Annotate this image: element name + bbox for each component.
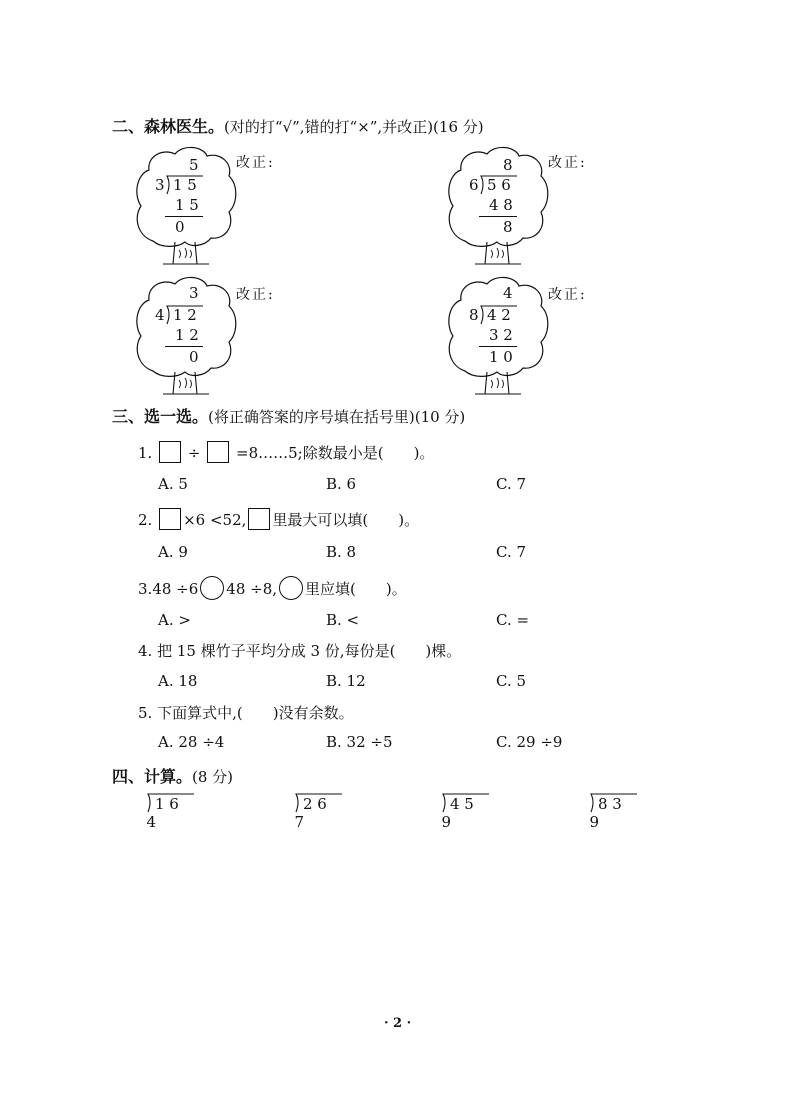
section2-heading	[112, 114, 484, 137]
quotient: 5	[189, 156, 199, 174]
question-number: 4.	[138, 642, 153, 660]
option-c[interactable]: C. =	[496, 611, 530, 629]
remainder: 0	[189, 348, 199, 366]
option-b[interactable]: B. 8	[326, 543, 357, 561]
divisor: 4	[146, 813, 157, 831]
option-c[interactable]: C. 5	[496, 672, 527, 690]
calc-problem-3	[432, 795, 474, 867]
quotient: 4	[503, 284, 513, 302]
option-b[interactable]: B. 6	[326, 475, 357, 493]
tree-problem-3	[133, 276, 243, 396]
section4-title: 四、计算。	[112, 767, 193, 786]
question-text: 里最大可以填( )。	[272, 511, 420, 529]
option-c[interactable]: C. 29 ÷9	[496, 733, 563, 751]
option-a[interactable]: A. 28 ÷4	[158, 733, 225, 751]
remainder: 0	[175, 218, 185, 236]
remainder: 1 0	[489, 348, 513, 366]
question-text: 下面算式中,( )没有余数。	[157, 704, 354, 722]
subtraction-line	[479, 346, 517, 347]
right-expression: 48 ÷8,	[226, 580, 278, 598]
question-2	[138, 508, 419, 530]
option-b[interactable]: B. 32 ÷5	[326, 733, 393, 751]
dividend: 4 5	[450, 795, 474, 813]
section2-title: 二、森林医生。	[112, 117, 225, 136]
question-number: 1.	[138, 444, 153, 462]
option-b[interactable]: B. <	[326, 611, 360, 629]
fix-label-2: 改正:	[548, 155, 587, 171]
section2-instruction: (对的打“√”,错的打“×”,并改正)(16 分)	[224, 118, 484, 136]
question-5	[138, 702, 354, 723]
quotient: 3	[189, 284, 199, 302]
left-expression: 48 ÷6	[152, 580, 199, 598]
dividend: 8 3	[598, 795, 622, 813]
fix-label-1: 改正:	[236, 155, 275, 171]
option-a[interactable]: A. 9	[158, 543, 188, 561]
answer-circle[interactable]	[200, 576, 224, 600]
calc-problem-1	[137, 795, 179, 867]
section3-instruction: (将正确答案的序号填在括号里)(10 分)	[208, 408, 466, 426]
divisor: 9	[589, 813, 600, 831]
question-1	[138, 441, 434, 463]
product: 1 5	[175, 196, 199, 214]
dividend: 5 6	[487, 176, 511, 194]
operator-text: ×6 <52,	[183, 511, 247, 529]
dividend: 4 2	[487, 306, 511, 324]
question-text: 把 15 棵竹子平均分成 3 份,每份是( )棵。	[157, 642, 462, 660]
dividend: 1 6	[155, 795, 179, 813]
product: 3 2	[489, 326, 513, 344]
product: 1 2	[175, 326, 199, 344]
option-a[interactable]: A. >	[158, 611, 191, 629]
divisor: 7	[294, 813, 305, 831]
question-number: 3.	[138, 580, 153, 598]
calc-problem-2	[285, 795, 327, 867]
section3-heading	[112, 404, 465, 427]
option-a[interactable]: A. 5	[158, 475, 188, 493]
product: 4 8	[489, 196, 513, 214]
answer-box[interactable]	[207, 441, 229, 463]
question-text: 里应填( )。	[305, 580, 407, 598]
subtraction-line	[479, 216, 517, 217]
dividend: 1 2	[173, 306, 197, 324]
divisor: 8	[469, 306, 479, 324]
tree-problem-2	[445, 146, 555, 266]
dividend: 2 6	[303, 795, 327, 813]
option-b[interactable]: B. 12	[326, 672, 366, 690]
question-number: 2.	[138, 511, 153, 529]
answer-box[interactable]	[159, 441, 181, 463]
question-text: =8……5;除数最小是( )。	[236, 444, 435, 462]
page-number: · 2 ·	[384, 1016, 412, 1031]
quotient: 8	[503, 156, 513, 174]
calc-problem-4	[580, 795, 622, 867]
divisor: 4	[155, 306, 165, 324]
question-number: 5.	[138, 704, 153, 722]
answer-circle[interactable]	[279, 576, 303, 600]
divisor: 6	[469, 176, 479, 194]
question-3	[138, 576, 407, 600]
section4-instruction: (8 分)	[192, 768, 234, 786]
option-c[interactable]: C. 7	[496, 543, 527, 561]
answer-box[interactable]	[248, 508, 270, 530]
tree-problem-4	[445, 276, 555, 396]
subtraction-line	[165, 346, 203, 347]
divisor: 3	[155, 176, 165, 194]
fix-label-4: 改正:	[548, 287, 587, 303]
section3-title: 三、选一选。	[112, 407, 209, 426]
option-c[interactable]: C. 7	[496, 475, 527, 493]
remainder: 8	[503, 218, 513, 236]
option-a[interactable]: A. 18	[158, 672, 198, 690]
answer-box[interactable]	[159, 508, 181, 530]
fix-label-3: 改正:	[236, 287, 275, 303]
dividend: 1 5	[173, 176, 197, 194]
divisor: 9	[441, 813, 452, 831]
tree-problem-1	[133, 146, 243, 266]
question-4	[138, 640, 461, 661]
section4-heading	[112, 764, 233, 787]
subtraction-line	[165, 216, 203, 217]
operator-text: ÷	[187, 444, 201, 462]
